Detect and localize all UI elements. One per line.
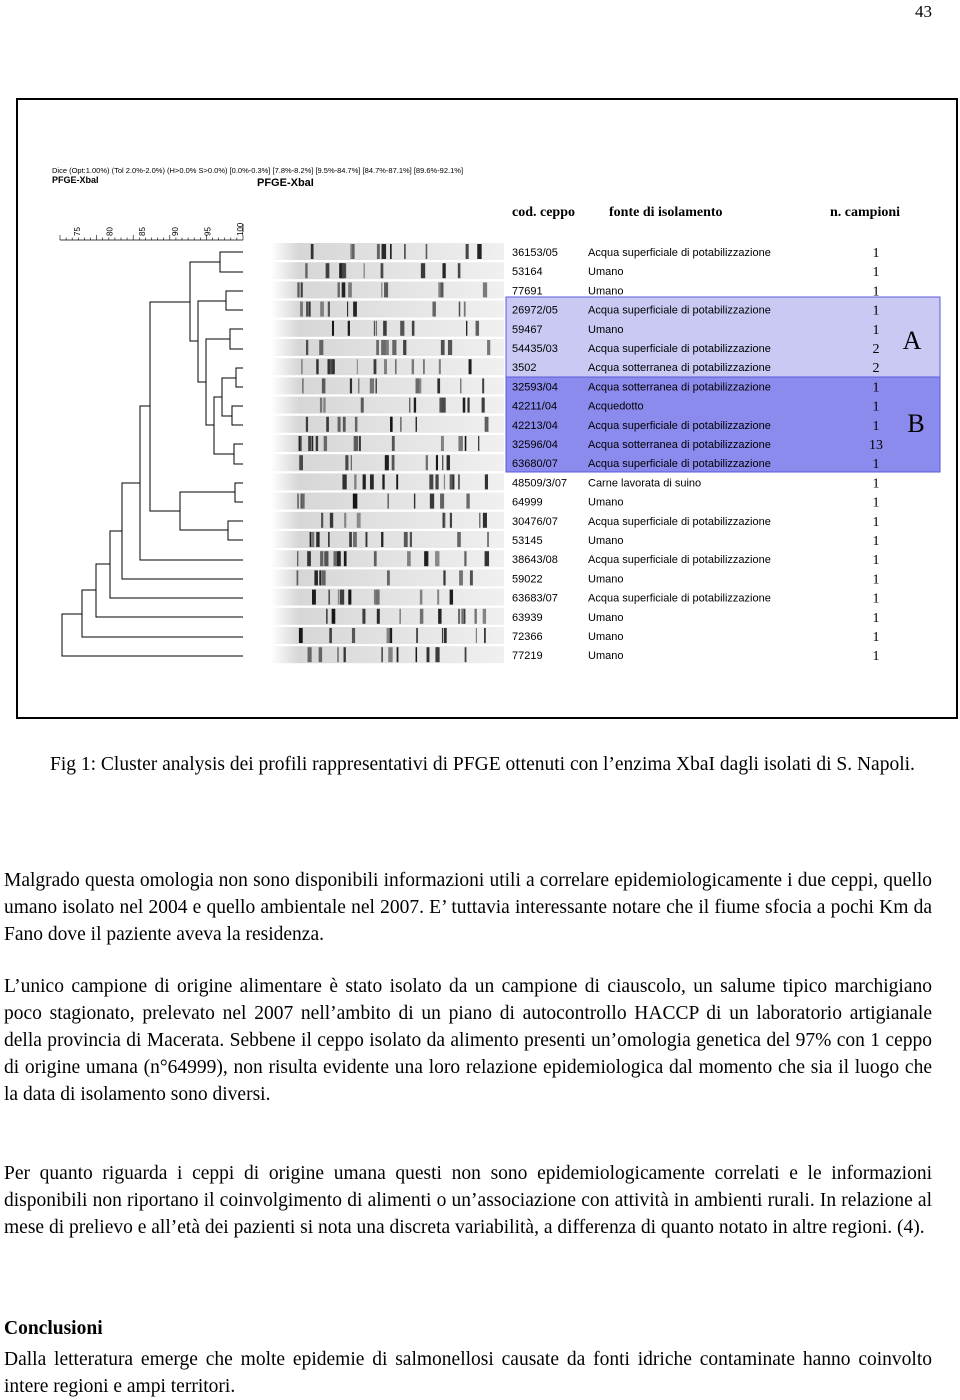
header-source: fonte di isolamento <box>609 205 723 220</box>
strain-source: Acqua superficiale di potabilizzazione <box>588 515 771 528</box>
strain-count: 1 <box>872 610 880 626</box>
gel-lane <box>271 569 504 586</box>
strain-source: Acqua superficiale di potabilizzazione <box>588 592 771 605</box>
gel-lane <box>271 435 504 452</box>
strain-code: 32593/04 <box>512 381 558 394</box>
strain-code: 64999 <box>512 496 543 509</box>
strain-code: 38643/08 <box>512 554 558 567</box>
strain-code: 3502 <box>512 362 537 375</box>
gel-lane <box>271 512 504 529</box>
strain-source: Umano <box>588 285 624 298</box>
strain-code: 72366 <box>512 631 543 643</box>
conclusions-text: Dalla letteratura emerge che molte epidemie di salmonellosi causate da fonti idriche contaminate hanno coinvolto intere regioni e ampi territori. <box>4 1349 932 1397</box>
gel-lane <box>271 397 504 414</box>
strain-source: Umano <box>588 631 624 643</box>
gel-lane <box>271 589 504 606</box>
paragraph-1: Malgrado questa omologia non sono disponibili informazioni utili a correlare epidemiologicamente i due ceppi, quello umano isolato nel 2004 e quello ambientale nel 2007. E’ tuttavia interessante notare che il fiume sfocia a pochi Km da Fano dove il paziente aveva la residenza. <box>4 870 932 945</box>
strain-count: 1 <box>872 514 880 530</box>
strain-source: Acqua superficiale di potabilizzazione <box>588 343 771 355</box>
strain-code: 53145 <box>512 535 543 547</box>
strain-source: Umano <box>588 535 624 547</box>
strain-code: 42211/04 <box>512 400 558 413</box>
strain-code: 59022 <box>512 573 543 586</box>
strain-source: Acqua sotterranea di potabilizzazione <box>588 362 771 375</box>
paragraph-2: L’unico campione di origine alimentare è stato isolato da un campione di ciauscolo, un salume tipico marchigiano poco stagionato, prelevato nel 2007 nell’ambito di un piano di autocontrollo HACCP di un laboratorio artigianale della provincia di Macerata. Sebbene il ceppo isolato da alimento presenti un’omologia genetica del 97% con 1 ceppo di origine umana (n°64999), non risulta evidente una loro relazione epidemiologica dal momento che sia il luogo che la data di isolamento sono diversi. <box>4 976 932 1105</box>
paragraph-3: Per quanto riguarda i ceppi di origine umana questi non sono epidemiologicamente correlati e le informazioni disponibili non riportano il coinvolgimento di alimenti o un’associazione con attività in ambienti rurali. In relazione al mese di prelievo e all’età dei pazienti si nota una discreta variabilità, a differenza di quanto notato in altre regioni. (4). <box>4 1163 932 1238</box>
strain-count: 1 <box>872 591 880 607</box>
gel-lane <box>271 262 504 279</box>
strain-count: 1 <box>872 476 880 492</box>
strain-code: 26972/05 <box>512 304 558 317</box>
scale-tick-100: 100 <box>236 222 245 236</box>
strain-count: 1 <box>872 649 880 665</box>
strain-source: Acqua superficiale di potabilizzazione <box>588 304 771 317</box>
strain-row <box>271 473 880 491</box>
strain-source: Acqua superficiale di potabilizzazione <box>588 458 771 471</box>
gel-lane <box>271 493 504 510</box>
strain-row <box>271 243 880 261</box>
strain-code: 48509/3/07 <box>512 477 568 490</box>
strain-count: 1 <box>872 553 880 569</box>
strain-code: 63683/07 <box>512 592 558 605</box>
strain-source: Umano <box>588 496 624 509</box>
strain-code: 36153/05 <box>512 247 558 259</box>
gel-lane <box>271 339 504 356</box>
strain-source: Acqua superficiale di potabilizzazione <box>588 554 771 567</box>
strain-count: 1 <box>872 457 880 473</box>
strain-code: 53164 <box>512 266 543 279</box>
gel-lane <box>271 608 504 625</box>
gel-lane <box>271 454 504 471</box>
method-label: PFGE-XbaI <box>52 175 99 185</box>
scale-tick-75: 75 <box>73 227 82 236</box>
gel-lane <box>271 627 504 644</box>
scale-tick-80: 80 <box>105 227 115 236</box>
strain-code: 54435/03 <box>512 343 558 355</box>
strain-row <box>271 493 880 511</box>
gel-lane <box>271 320 504 337</box>
strain-row <box>271 550 880 568</box>
gel-lane <box>271 646 504 663</box>
strain-source: Acquedotto <box>588 400 644 413</box>
scale-tick-90: 90 <box>170 227 180 236</box>
strain-count: 2 <box>872 342 880 357</box>
cluster-b-label: B <box>907 409 925 438</box>
strain-count: 1 <box>872 303 880 319</box>
strain-code: 32596/04 <box>512 439 558 451</box>
header-count: n. campioni <box>830 205 901 220</box>
cluster-a-label: A <box>902 326 922 355</box>
strain-row <box>271 262 880 280</box>
conclusions-heading: Conclusioni <box>4 1318 103 1339</box>
strain-row <box>271 627 880 645</box>
page-number: 43 <box>915 2 932 21</box>
strain-row <box>271 569 880 587</box>
strain-source: Carne lavorata di suino <box>588 477 702 490</box>
strain-source: Umano <box>588 611 624 624</box>
gel-lane <box>271 301 504 318</box>
gel-label: PFGE-XbaI <box>257 177 314 189</box>
scale-tick-85: 85 <box>138 227 148 236</box>
strain-row <box>271 608 880 626</box>
strain-code: 77219 <box>512 650 543 663</box>
strain-count: 1 <box>872 495 880 511</box>
header-code: cod. ceppo <box>512 205 575 220</box>
strain-code: 63939 <box>512 611 543 624</box>
figure-caption: Fig 1: Cluster analysis dei profili rappresentativi di PFGE ottenuti con l’enzima XbaI dagli isolati di S. Napoli. <box>50 754 915 775</box>
strain-source: Umano <box>588 573 624 586</box>
gel-lane <box>271 377 504 394</box>
strain-source: Acqua sotterranea di potabilizzazione <box>588 439 771 451</box>
gel-lane <box>271 281 504 298</box>
strain-source: Umano <box>588 650 624 663</box>
strain-count: 1 <box>872 418 880 434</box>
strain-count: 1 <box>872 284 880 300</box>
strain-code: 30476/07 <box>512 515 558 528</box>
strain-count: 1 <box>872 246 880 261</box>
gel-lane <box>271 358 504 375</box>
strain-source: Acqua superficiale di potabilizzazione <box>588 247 771 259</box>
strain-source: Umano <box>588 266 624 279</box>
strain-row <box>271 531 880 549</box>
strain-row <box>271 589 880 607</box>
gel-lane <box>271 550 504 567</box>
strain-count: 1 <box>872 534 880 549</box>
strain-source: Acqua superficiale di potabilizzazione <box>588 419 771 432</box>
strain-count: 1 <box>872 380 880 396</box>
similarity-scale <box>60 222 245 240</box>
analysis-settings: Dice (Opt:1.00%) (Tol 2.0%-2.0%) (H>0.0% S>0.0%) [0.0%-0.3%] [7.8%-8.2%] [9.5%-84.7%] [84.7%-87.1%] [89.6%-92.1%] <box>52 166 464 175</box>
gel-lane <box>271 531 504 548</box>
strain-count: 1 <box>872 572 880 588</box>
strain-row <box>271 646 880 664</box>
strain-row <box>271 512 880 530</box>
gel-lane <box>271 473 504 490</box>
gel-lane <box>271 416 504 433</box>
strain-code: 59467 <box>512 323 543 336</box>
strain-count: 1 <box>872 265 880 281</box>
strain-source: Acqua sotterranea di potabilizzazione <box>588 381 771 394</box>
dendrogram-tree <box>62 252 243 656</box>
strain-count: 1 <box>872 322 880 338</box>
strain-code: 42213/04 <box>512 419 558 432</box>
scale-tick-95: 95 <box>203 227 213 236</box>
strain-count: 1 <box>872 399 880 415</box>
strain-count: 2 <box>872 361 880 377</box>
gel-lane <box>271 243 504 260</box>
strain-source: Umano <box>588 323 624 336</box>
strain-code: 63680/07 <box>512 458 558 471</box>
strain-count: 13 <box>869 438 883 453</box>
strain-code: 77691 <box>512 285 543 298</box>
strain-count: 1 <box>872 630 880 645</box>
